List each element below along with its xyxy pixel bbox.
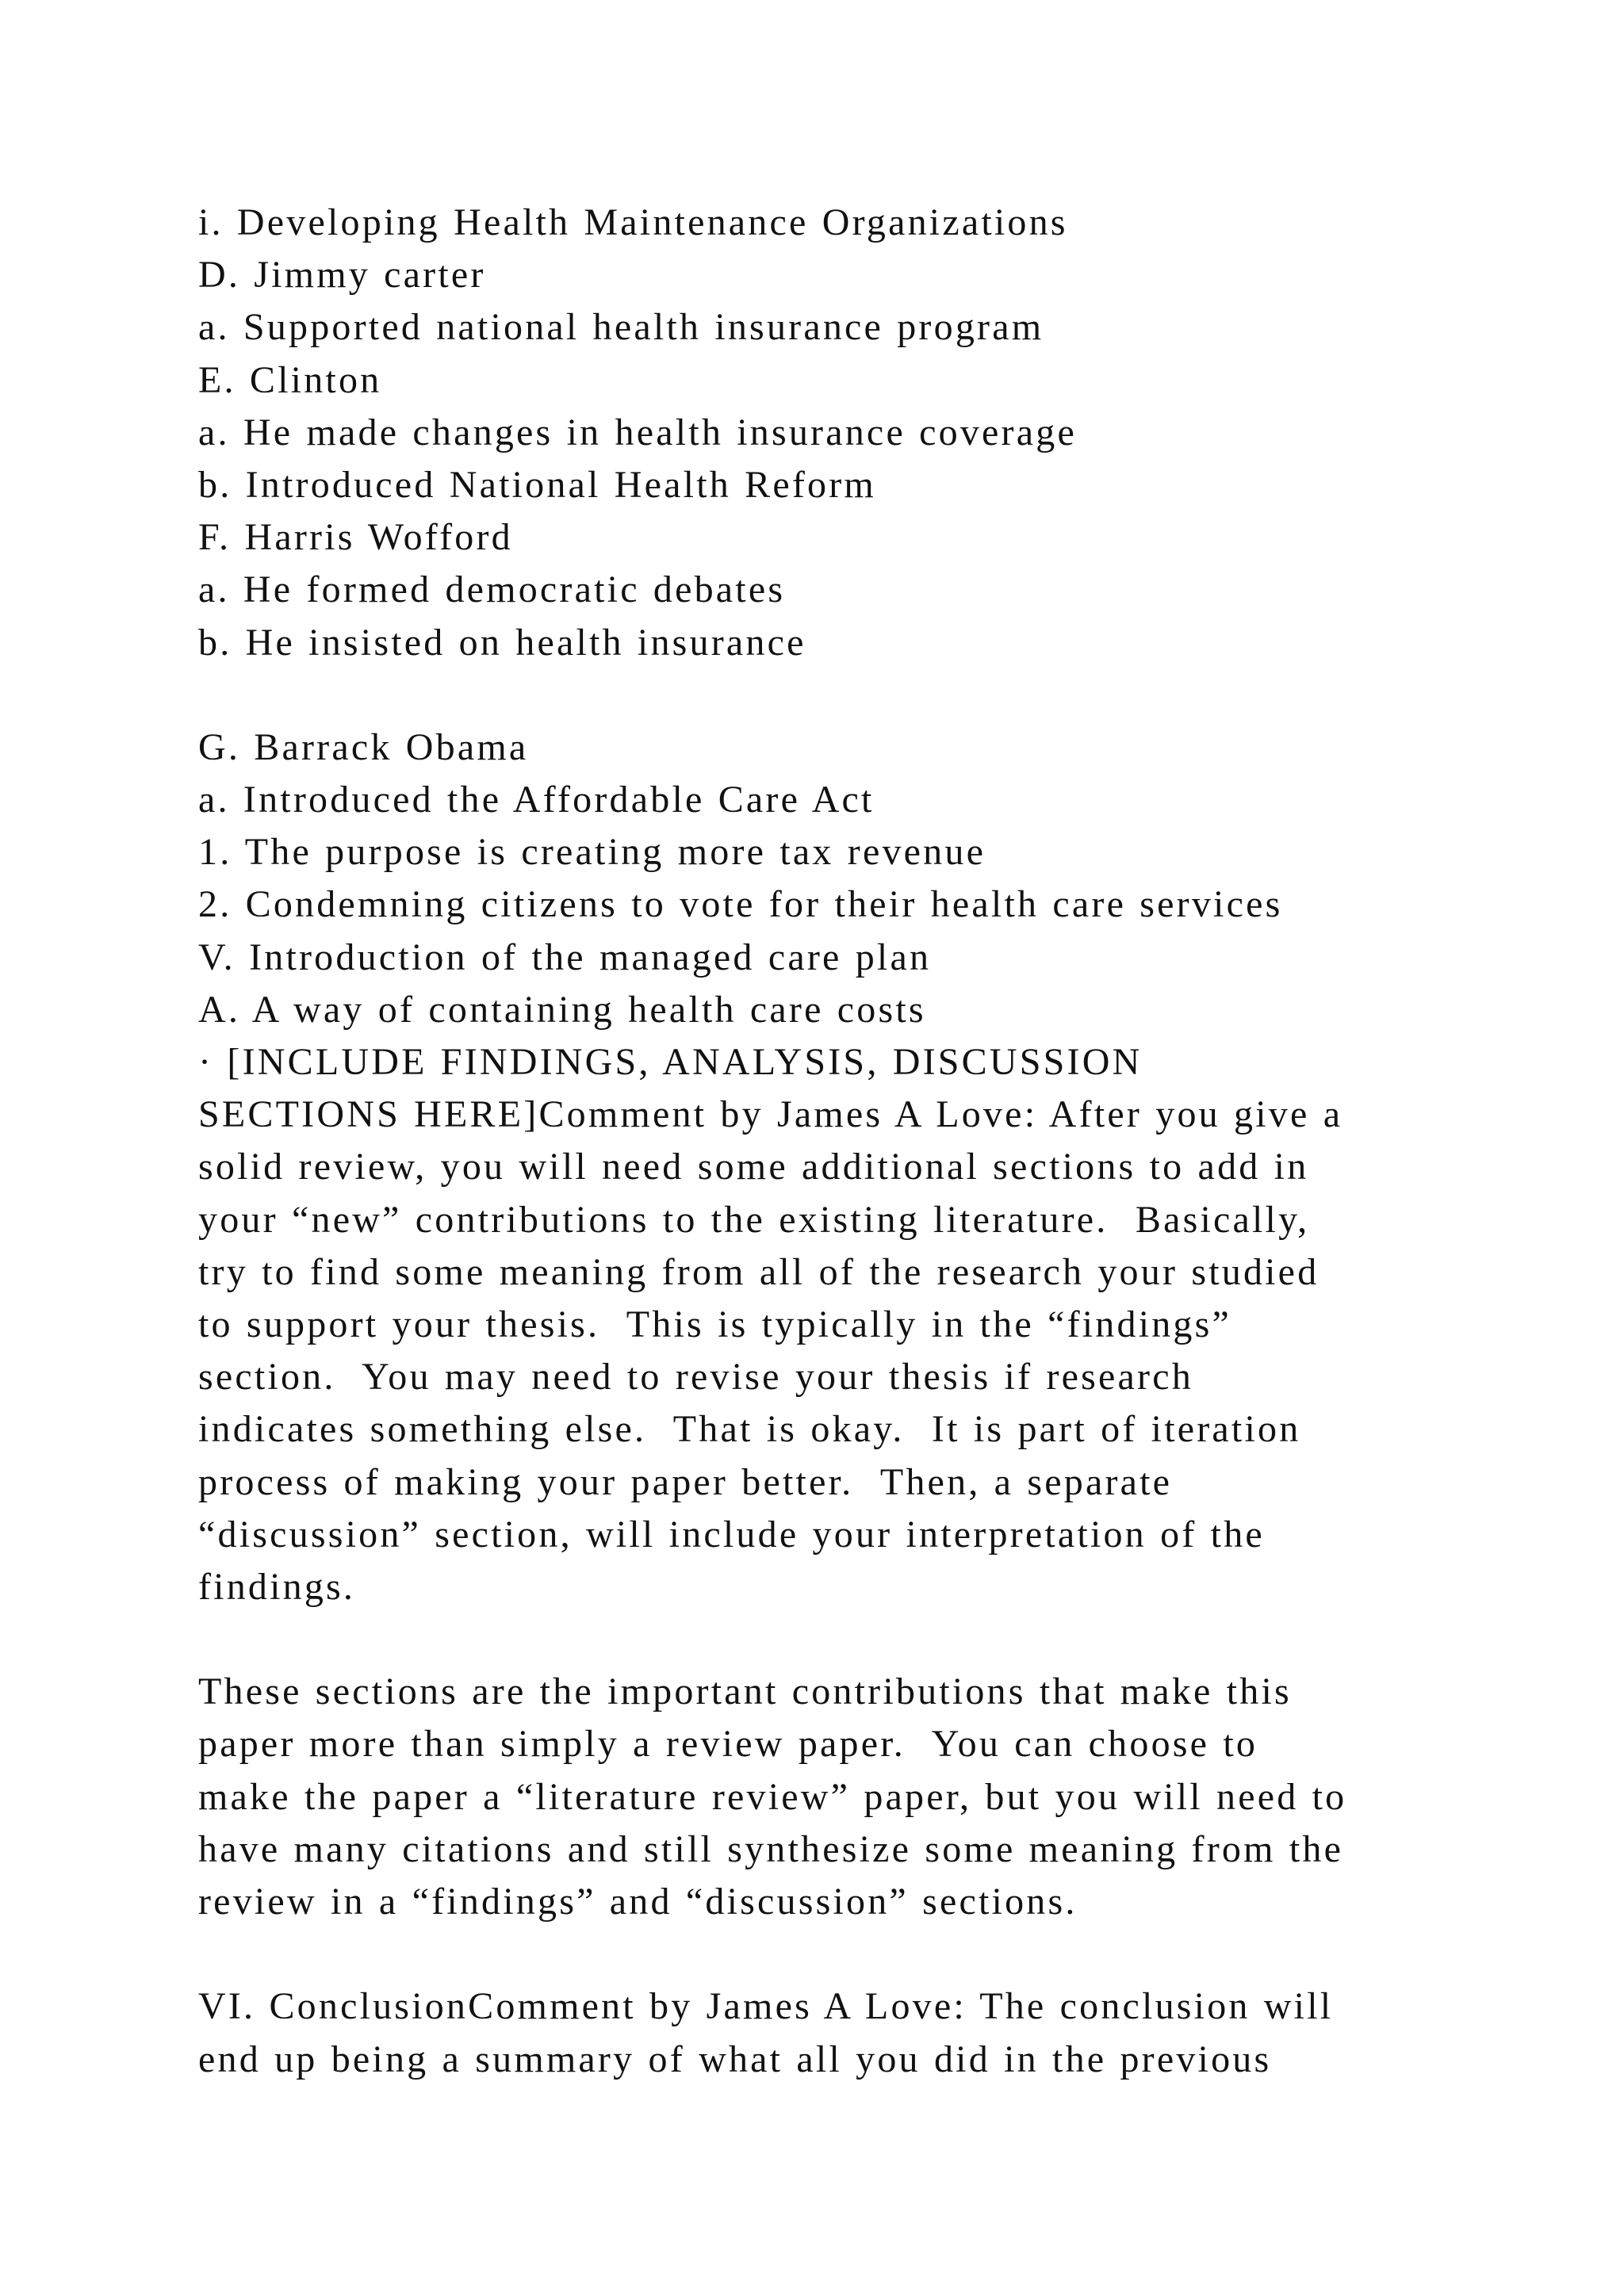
outline-heading-jimmy-carter: D. Jimmy carter <box>198 254 486 297</box>
comment-paragraph-line: paper more than simply a review paper. You can choose to <box>198 1723 1258 1766</box>
outline-item-wofford-b: b. He insisted on health insurance <box>198 621 806 664</box>
outline-heading-managed-care: V. Introduction of the managed care plan <box>198 936 932 978</box>
outline-item-obama-1: 1. The purpose is creating more tax revenue <box>198 831 986 874</box>
outline-item-developing-hmos: i. Developing Health Maintenance Organizations <box>198 201 1068 243</box>
comment-text-line: process of making your paper better. Then, a separate <box>198 1460 1173 1503</box>
outline-item-managed-care-a: A. A way of containing health care costs <box>198 988 926 1031</box>
comment-text-line: findings. <box>198 1565 356 1608</box>
comment-text-line: try to find some meaning from all of the research your studied <box>198 1250 1320 1293</box>
outline-item-obama-2: 2. Condemning citizens to vote for their health care services <box>198 883 1283 926</box>
blank-line <box>198 669 1467 721</box>
outline-heading-harris-wofford: F. Harris Wofford <box>198 516 513 559</box>
outline-heading-clinton: E. Clinton <box>198 358 382 401</box>
outline-item-obama-a: a. Introduced the Affordable Care Act <box>198 779 875 821</box>
comment-paragraph-line: These sections are the important contributions that make this <box>198 1670 1292 1713</box>
outline-item-clinton-a: a. He made changes in health insurance coverage <box>198 411 1077 453</box>
outline-item-carter-a: a. Supported national health insurance program <box>198 306 1044 349</box>
comment-text-line: indicates something else. That is okay. It is part of iteration <box>198 1408 1301 1451</box>
comment-paragraph-line: review in a “findings” and “discussion” sections. <box>198 1881 1078 1923</box>
document-page <box>198 197 1467 2086</box>
comment-text-line: section. You may need to revise your thesis if research <box>198 1356 1193 1399</box>
comment-text-line: to support your thesis. This is typically in the “findings” <box>198 1303 1232 1345</box>
comment-text-line: your “new” contributions to the existing literature. Basically, <box>198 1198 1310 1241</box>
conclusion-comment-line: end up being a summary of what all you did in the previous <box>198 2038 1272 2080</box>
outline-item-clinton-b: b. Introduced National Health Reform <box>198 463 876 506</box>
outline-heading-barrack-obama: G. Barrack Obama <box>198 725 529 768</box>
comment-text-line: “discussion” section, will include your interpretation of the <box>198 1513 1265 1556</box>
findings-placeholder-line: · [INCLUDE FINDINGS, ANALYSIS, DISCUSSION <box>198 1041 1143 1083</box>
comment-paragraph-line: make the paper a “literature review” paper, but you will need to <box>198 1775 1347 1818</box>
comment-text-line: solid review, you will need some additional sections to add in <box>198 1146 1309 1188</box>
outline-item-wofford-a: a. He formed democratic debates <box>198 568 786 611</box>
comment-text-line: SECTIONS HERE]Comment by James A Love: After you give a <box>198 1093 1343 1136</box>
blank-line <box>198 1928 1467 1980</box>
comment-paragraph-line: have many citations and still synthesize some meaning from the <box>198 1827 1344 1870</box>
conclusion-heading-line: VI. ConclusionComment by James A Love: The conclusion will <box>198 1985 1334 2028</box>
blank-line <box>198 1613 1467 1666</box>
